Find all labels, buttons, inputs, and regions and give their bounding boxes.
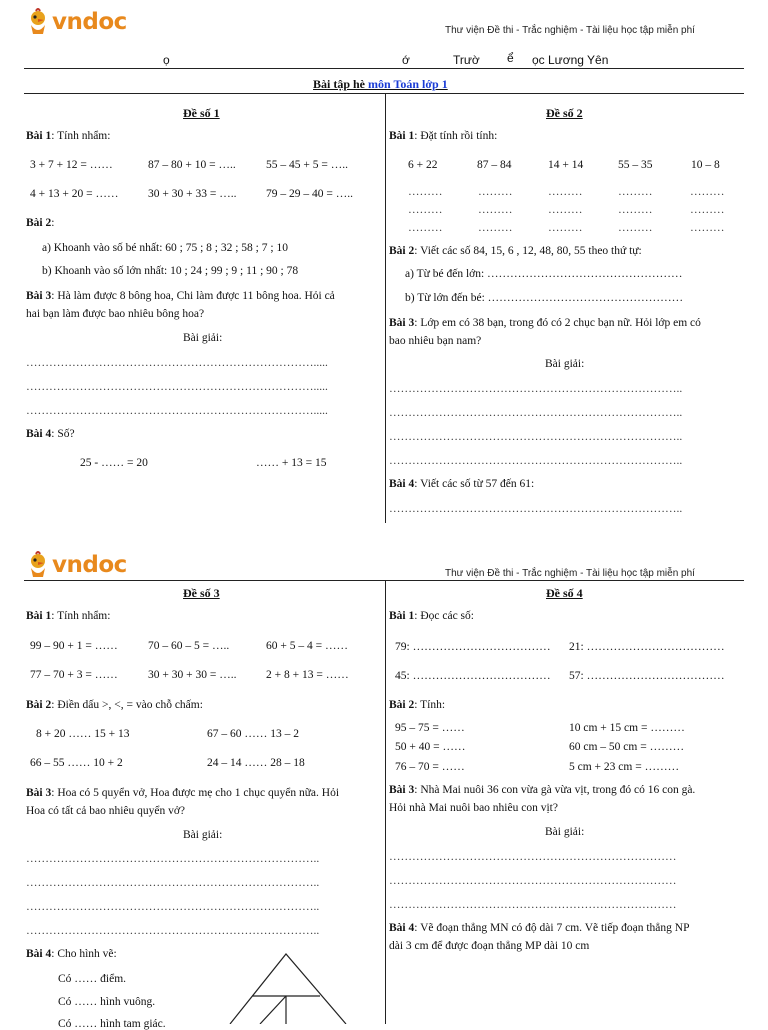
de4-b3-line: ………………………………………………………………… xyxy=(389,851,677,863)
de4-bai1: Bài 1: Đọc các số: xyxy=(389,610,474,622)
de4-bai4-l2: dài 3 cm để được đoạn thẳng MP dài 10 cm xyxy=(389,940,590,952)
de2-b1-item: 14 + 14 xyxy=(548,159,584,171)
de3-b3-line: ………………………………………………………………….. xyxy=(26,853,320,865)
de4-title: Đề số 4 xyxy=(546,586,583,600)
de2-b1-answer-dots: ……… xyxy=(548,186,583,198)
de2-b3-line: ………………………………………………………………….. xyxy=(389,407,683,419)
de2-b4-line: ………………………………………………………………….. xyxy=(389,503,683,515)
de4-bai2: Bài 2: Tính: xyxy=(389,699,446,711)
de3-b2-r2-c1: 66 – 55 …… 10 + 2 xyxy=(30,757,123,769)
de2-b1-answer-dots: ……… xyxy=(690,222,725,234)
de3-b3-line: ………………………………………………………………….. xyxy=(26,877,320,889)
de1-b2-b: b) Khoanh vào số lớn nhất: 10 ; 24 ; 99 ; 9 ; 11 ; 90 ; 78 xyxy=(42,265,299,277)
header-rule xyxy=(24,580,744,581)
de2-b3-line: ………………………………………………………………….. xyxy=(389,383,683,395)
de3-b4-points: Có …… điểm. xyxy=(58,973,127,985)
de3-bai4: Bài 4: Cho hình vẽ: xyxy=(26,948,117,960)
de1-bai1: Bài 1: Tính nhẩm: xyxy=(26,130,111,142)
de2-b1-item: 10 – 8 xyxy=(691,159,720,171)
de3-b4-triangles: Có …… hình tam giác. xyxy=(58,1018,166,1030)
de2-bai3-l1: Bài 3: Lớp em có 38 bạn, trong đó có 2 chục bạn nữ. Hỏi lớp em có xyxy=(389,317,701,329)
de2-b1-answer-dots: ……… xyxy=(478,222,513,234)
de4-b2-right: 10 cm + 15 cm = ……… xyxy=(569,722,685,734)
de4-b1-item: 21: ……………………………… xyxy=(569,641,725,653)
brand-name: vndoc xyxy=(52,9,127,35)
de1-b1-r1-c1: 3 + 7 + 12 = …… xyxy=(30,159,113,171)
header-rule xyxy=(24,68,744,69)
de2-b1-item: 87 – 84 xyxy=(477,159,512,171)
de1-b2-a: a) Khoanh vào số bé nhất: 60 ; 75 ; 8 ; 32 ; 58 ; 7 ; 10 xyxy=(42,242,288,254)
de2-b3-line: ………………………………………………………………….. xyxy=(389,455,683,467)
header-fragment-1: ọ xyxy=(163,53,170,67)
de1-title: Đề số 1 xyxy=(183,106,220,120)
mascot-icon xyxy=(26,8,50,36)
de1-b1-r2-c2: 30 + 30 + 33 = ….. xyxy=(148,188,237,200)
de4-b3-line: ………………………………………………………………… xyxy=(389,899,677,911)
tagline: Thư viện Đề thi - Trắc nghiệm - Tài liệu học tập miễn phí xyxy=(445,568,695,579)
de1-b1-r1-c3: 55 – 45 + 5 = ….. xyxy=(266,159,348,171)
de2-b2-a: a) Từ bé đến lớn: …………………………………………… xyxy=(405,268,683,280)
de4-b2-left: 50 + 40 = …… xyxy=(395,741,466,753)
de2-b1-answer-dots: ……… xyxy=(548,204,583,216)
de2-b2-b: b) Từ lớn đến bé: …………………………………………… xyxy=(405,292,684,304)
de3-bai2: Bài 2: Điền dấu >, <, = vào chỗ chấm: xyxy=(26,699,203,711)
de3-bai3-l2: Hoa có tất cả bao nhiêu quyển vở? xyxy=(26,805,186,817)
de3-b2-r2-c2: 24 – 14 …… 28 – 18 xyxy=(207,757,305,769)
tagline: Thư viện Đề thi - Trắc nghiệm - Tài liệu học tập miễn phí xyxy=(445,25,695,36)
de3-b3-line: ………………………………………………………………….. xyxy=(26,925,320,937)
de4-bai3-l2: Hỏi nhà Mai nuôi bao nhiêu con vịt? xyxy=(389,802,558,814)
de3-b1-r1-c1: 99 – 90 + 1 = …… xyxy=(30,640,118,652)
de3-b3-line: ………………………………………………………………….. xyxy=(26,901,320,913)
de4-b2-right: 60 cm – 50 cm = ……… xyxy=(569,741,685,753)
de4-b3-line: ………………………………………………………………… xyxy=(389,875,677,887)
title-rule xyxy=(24,93,744,94)
de2-b1-answer-dots: ……… xyxy=(618,204,653,216)
de1-b1-r2-c1: 4 + 13 + 20 = …… xyxy=(30,188,119,200)
header-fragment-4: ể xyxy=(507,51,514,65)
de1-bai3-l2: hai bạn làm được bao nhiêu bông hoa? xyxy=(26,308,205,320)
header-fragment-3: Trườ xyxy=(453,53,480,67)
de1-bai3-l1: Bài 3: Hà làm được 8 bông hoa, Chi làm được 11 bông hoa. Hỏi cả xyxy=(26,290,335,302)
de2-b1-answer-dots: ……… xyxy=(478,204,513,216)
de3-bai3-l1: Bài 3: Hoa có 5 quyển vở, Hoa được mẹ cho 1 chục quyển nữa. Hỏi xyxy=(26,787,340,799)
document-title: Bài tập hè môn Toán lớp 1 xyxy=(313,77,448,91)
de1-b1-r2-c3: 79 – 29 – 40 = ….. xyxy=(266,188,353,200)
mascot-icon xyxy=(26,551,50,579)
de2-bai2: Bài 2: Viết các số 84, 15, 6 , 12, 48, 80, 55 theo thứ tự: xyxy=(389,245,642,257)
de3-b1-r1-c2: 70 – 60 – 5 = ….. xyxy=(148,640,230,652)
de3-bai1: Bài 1: Tính nhẩm: xyxy=(26,610,111,622)
de2-b1-answer-dots: ……… xyxy=(618,186,653,198)
de3-title: Đề số 3 xyxy=(183,586,220,600)
de3-b1-r2-c1: 77 – 70 + 3 = …… xyxy=(30,669,118,681)
de1-b3-solution: Bài giải: xyxy=(183,332,223,344)
column-divider-1 xyxy=(385,93,386,523)
de2-b1-answer-dots: ……… xyxy=(408,222,443,234)
de1-b3-line: …………………………………………………………………..... xyxy=(26,357,328,369)
de2-b1-item: 55 – 35 xyxy=(618,159,653,171)
de2-title: Đề số 2 xyxy=(546,106,583,120)
de2-b1-answer-dots: ……… xyxy=(690,204,725,216)
de2-b1-item: 6 + 22 xyxy=(408,159,438,171)
de2-b1-answer-dots: ……… xyxy=(690,186,725,198)
de4-b1-item: 57: ……………………………… xyxy=(569,670,725,682)
de2-bai1: Bài 1: Đặt tính rồi tính: xyxy=(389,130,498,142)
de2-bai4: Bài 4: Viết các số từ 57 đến 61: xyxy=(389,478,535,490)
header-fragment-5: ọc Lương Yên xyxy=(532,53,609,67)
de4-b3-solution: Bài giải: xyxy=(545,826,585,838)
de1-b4-a: 25 - …… = 20 xyxy=(80,457,148,469)
de3-b1-r1-c3: 60 + 5 – 4 = …… xyxy=(266,640,348,652)
de1-bai2: Bài 2: xyxy=(26,217,55,229)
de1-bai4: Bài 4: Số? xyxy=(26,428,75,440)
de2-b1-answer-dots: ……… xyxy=(548,222,583,234)
de4-b1-item: 45: ……………………………… xyxy=(395,670,551,682)
de2-b3-line: ………………………………………………………………….. xyxy=(389,431,683,443)
de1-b3-line: …………………………………………………………………..... xyxy=(26,405,328,417)
de1-b1-r1-c2: 87 – 80 + 10 = ….. xyxy=(148,159,236,171)
de4-bai3-l1: Bài 3: Nhà Mai nuôi 36 con vừa gà vừa vịt, trong đó có 16 con gà. xyxy=(389,784,696,796)
vndoc-logo xyxy=(26,551,127,579)
de4-b2-left: 95 – 75 = …… xyxy=(395,722,465,734)
de1-b4-b: …… + 13 = 15 xyxy=(256,457,327,469)
de4-b2-right: 5 cm + 23 cm = ……… xyxy=(569,761,680,773)
de2-b1-answer-dots: ……… xyxy=(408,186,443,198)
de3-b1-r2-c3: 2 + 8 + 13 = …… xyxy=(266,669,349,681)
vndoc-logo xyxy=(26,8,127,36)
de4-bai4-l1: Bài 4: Vẽ đoạn thẳng MN có độ dài 7 cm. Vẽ tiếp đoạn thẳng NP xyxy=(389,922,690,934)
geometry-figure xyxy=(224,950,354,1024)
title-link[interactable]: môn Toán lớp 1 xyxy=(368,77,448,91)
de3-b2-r1-c1: 8 + 20 …… 15 + 13 xyxy=(36,728,130,740)
column-divider-2 xyxy=(385,580,386,1024)
de2-b1-answer-dots: ……… xyxy=(478,186,513,198)
de3-b2-r1-c2: 67 – 60 …… 13 – 2 xyxy=(207,728,299,740)
de3-b4-squares: Có …… hình vuông. xyxy=(58,996,156,1008)
de3-b3-solution: Bài giải: xyxy=(183,829,223,841)
de3-b1-r2-c2: 30 + 30 + 30 = ….. xyxy=(148,669,237,681)
brand-name: vndoc xyxy=(52,552,127,578)
de1-b3-line: …………………………………………………………………..... xyxy=(26,381,328,393)
de4-b1-item: 79: ……………………………… xyxy=(395,641,551,653)
de2-b3-solution: Bài giải: xyxy=(545,358,585,370)
header-fragment-2: ớ xyxy=(402,53,410,67)
de2-bai3-l2: bao nhiêu bạn nam? xyxy=(389,335,482,347)
de2-b1-answer-dots: ……… xyxy=(618,222,653,234)
de2-b1-answer-dots: ……… xyxy=(408,204,443,216)
de4-b2-left: 76 – 70 = …… xyxy=(395,761,465,773)
